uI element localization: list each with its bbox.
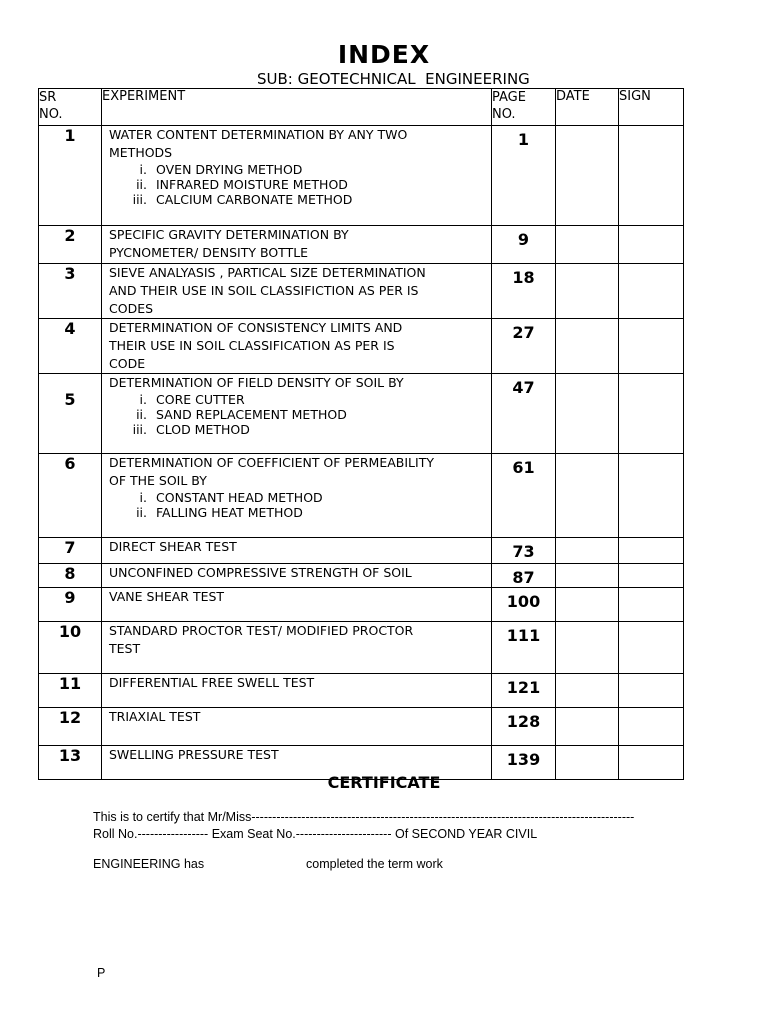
experiment-line: PYCNOMETER/ DENSITY BOTTLE <box>109 245 309 260</box>
experiment-line: METHODS <box>109 145 173 160</box>
row-experiment <box>102 374 492 454</box>
experiment-line: CODES <box>109 301 154 316</box>
row-sign-cell[interactable] <box>619 454 684 538</box>
row-page-no: 1 <box>492 126 556 226</box>
certificate-line-2: Roll No.----------------- Exam Seat No.----------------------- Of SECOND YEAR CIVIL <box>93 827 538 841</box>
row-date-cell[interactable] <box>556 126 619 226</box>
experiment-line: DIFFERENTIAL FREE SWELL TEST <box>109 675 315 690</box>
header-date: DATE <box>556 89 619 126</box>
sub-item-number: iii. <box>132 422 147 437</box>
row-sr-no: 10 <box>39 622 102 674</box>
certificate-line-1: This is to certify that Mr/Miss-------------------------------------------------------------------------------------------- <box>93 810 635 824</box>
experiment-line: CODE <box>109 356 146 371</box>
row-sign-cell[interactable] <box>619 126 684 226</box>
row-page-no: 27 <box>492 319 556 374</box>
row-page-no: 100 <box>492 588 556 622</box>
row-page-no: 128 <box>492 708 556 746</box>
row-date-cell[interactable] <box>556 588 619 622</box>
sub-item <box>109 162 485 177</box>
sub-item <box>109 505 485 520</box>
row-page-no: 9 <box>492 226 556 264</box>
row-sr-no: 9 <box>39 588 102 622</box>
table-row <box>39 674 684 708</box>
experiment-line: STANDARD PROCTOR TEST/ MODIFIED PROCTOR <box>109 623 414 638</box>
table-row <box>39 708 684 746</box>
experiment-line: WATER CONTENT DETERMINATION BY ANY TWO <box>109 127 408 142</box>
row-sr-no: 13 <box>39 746 102 780</box>
sub-item-number: ii. <box>136 177 147 192</box>
header-sr-no <box>39 89 102 126</box>
certificate-line-3a: ENGINEERING has <box>93 857 205 871</box>
page-footer: P <box>97 966 106 980</box>
sub-item-text: CALCIUM CARBONATE METHOD <box>156 192 353 207</box>
row-date-cell[interactable] <box>556 564 619 588</box>
page-title: INDEX <box>337 40 431 69</box>
row-sr-no: 2 <box>39 226 102 264</box>
row-date-cell[interactable] <box>556 538 619 564</box>
sub-item <box>109 392 485 407</box>
experiment-line: VANE SHEAR TEST <box>109 589 225 604</box>
row-experiment <box>102 708 492 746</box>
header-experiment: EXPERIMENT <box>102 89 492 126</box>
sub-item-text: CONSTANT HEAD METHOD <box>156 490 323 505</box>
row-sr-no: 5 <box>39 374 102 454</box>
sub-item-text: CORE CUTTER <box>156 392 245 407</box>
sub-item-number: iii. <box>132 192 147 207</box>
subject-subtitle: SUB: GEOTECHNICAL ENGINEERING <box>257 70 530 88</box>
experiment-line: SWELLING PRESSURE TEST <box>109 747 279 762</box>
sub-item-text: OVEN DRYING METHOD <box>156 162 303 177</box>
sub-item-number: ii. <box>136 505 147 520</box>
table-row <box>39 538 684 564</box>
row-sign-cell[interactable] <box>619 264 684 319</box>
table-row <box>39 264 684 319</box>
certificate-heading: CERTIFICATE <box>327 773 441 792</box>
row-date-cell[interactable] <box>556 374 619 454</box>
table-header-row <box>39 89 684 126</box>
sub-item <box>109 490 485 505</box>
row-page-no: 121 <box>492 674 556 708</box>
experiment-line: THEIR USE IN SOIL CLASSIFICATION AS PER IS <box>109 338 395 353</box>
row-page-no: 61 <box>492 454 556 538</box>
experiment-line: OF THE SOIL BY <box>109 473 207 488</box>
row-sr-no: 8 <box>39 564 102 588</box>
row-page-no: 87 <box>492 564 556 588</box>
sub-item <box>109 177 485 192</box>
experiment-line: DETERMINATION OF CONSISTENCY LIMITS AND <box>109 320 403 335</box>
row-sr-no: 3 <box>39 264 102 319</box>
experiment-line: SPECIFIC GRAVITY DETERMINATION BY <box>109 227 349 242</box>
row-page-no: 111 <box>492 622 556 674</box>
experiment-line: DETERMINATION OF COEFFICIENT OF PERMEABILITY <box>109 455 434 470</box>
row-sign-cell[interactable] <box>619 588 684 622</box>
table-row <box>39 588 684 622</box>
experiment-line: UNCONFINED COMPRESSIVE STRENGTH OF SOIL <box>109 565 412 580</box>
row-page-no: 73 <box>492 538 556 564</box>
row-sign-cell[interactable] <box>619 319 684 374</box>
row-experiment <box>102 564 492 588</box>
sub-item-number: i. <box>139 162 147 177</box>
header-page-no <box>492 89 556 126</box>
row-experiment <box>102 226 492 264</box>
table-row <box>39 319 684 374</box>
header-page-line1: PAGE <box>492 90 526 105</box>
experiment-line: DETERMINATION OF FIELD DENSITY OF SOIL BY <box>109 375 404 390</box>
row-sign-cell[interactable] <box>619 564 684 588</box>
row-sr-no: 7 <box>39 538 102 564</box>
row-experiment <box>102 319 492 374</box>
sub-item <box>109 192 485 207</box>
row-page-no: 139 <box>492 746 556 780</box>
sub-item <box>109 422 485 437</box>
table-row <box>39 564 684 588</box>
header-sr-line1: SR <box>39 90 57 105</box>
row-experiment <box>102 454 492 538</box>
row-date-cell[interactable] <box>556 319 619 374</box>
row-date-cell[interactable] <box>556 454 619 538</box>
row-experiment <box>102 538 492 564</box>
sub-item-text: CLOD METHOD <box>156 422 250 437</box>
sub-item-number: i. <box>139 392 147 407</box>
header-page-line2: NO. <box>492 107 516 122</box>
sub-item-number: ii. <box>136 407 147 422</box>
sub-item-text: SAND REPLACEMENT METHOD <box>156 407 347 422</box>
row-sr-no: 12 <box>39 708 102 746</box>
experiment-line: DIRECT SHEAR TEST <box>109 539 237 554</box>
table-row <box>39 622 684 674</box>
sub-item-text: INFRARED MOISTURE METHOD <box>156 177 348 192</box>
experiment-line: TRIAXIAL TEST <box>109 709 201 724</box>
row-experiment <box>102 588 492 622</box>
row-experiment <box>102 674 492 708</box>
certificate-line-3b: completed the term work <box>306 857 443 871</box>
sub-item-number: i. <box>139 490 147 505</box>
row-sign-cell[interactable] <box>619 622 684 674</box>
row-experiment <box>102 126 492 226</box>
row-sign-cell[interactable] <box>619 708 684 746</box>
row-sign-cell[interactable] <box>619 226 684 264</box>
row-date-cell[interactable] <box>556 622 619 674</box>
row-sr-no: 11 <box>39 674 102 708</box>
row-date-cell[interactable] <box>556 226 619 264</box>
experiment-line: AND THEIR USE IN SOIL CLASSIFICTION AS PER IS <box>109 283 419 298</box>
sub-item-text: FALLING HEAT METHOD <box>156 505 303 520</box>
row-page-no: 18 <box>492 264 556 319</box>
table-row <box>39 454 684 538</box>
table-row <box>39 126 684 226</box>
table-row <box>39 226 684 264</box>
row-date-cell[interactable] <box>556 674 619 708</box>
experiment-line: TEST <box>109 641 141 656</box>
row-sign-cell[interactable] <box>619 538 684 564</box>
row-date-cell[interactable] <box>556 264 619 319</box>
row-sr-no: 6 <box>39 454 102 538</box>
row-date-cell[interactable] <box>556 708 619 746</box>
row-experiment <box>102 622 492 674</box>
index-table <box>38 88 684 780</box>
row-sr-no: 1 <box>39 126 102 226</box>
row-sign-cell[interactable] <box>619 374 684 454</box>
row-sr-no: 4 <box>39 319 102 374</box>
row-sign-cell[interactable] <box>619 674 684 708</box>
table-row <box>39 374 684 454</box>
row-page-no: 47 <box>492 374 556 454</box>
row-experiment <box>102 264 492 319</box>
experiment-line: SIEVE ANALYASIS , PARTICAL SIZE DETERMINATION <box>109 265 426 280</box>
sub-item <box>109 407 485 422</box>
header-sr-line2: NO. <box>39 107 63 122</box>
header-sign: SIGN <box>619 89 684 126</box>
